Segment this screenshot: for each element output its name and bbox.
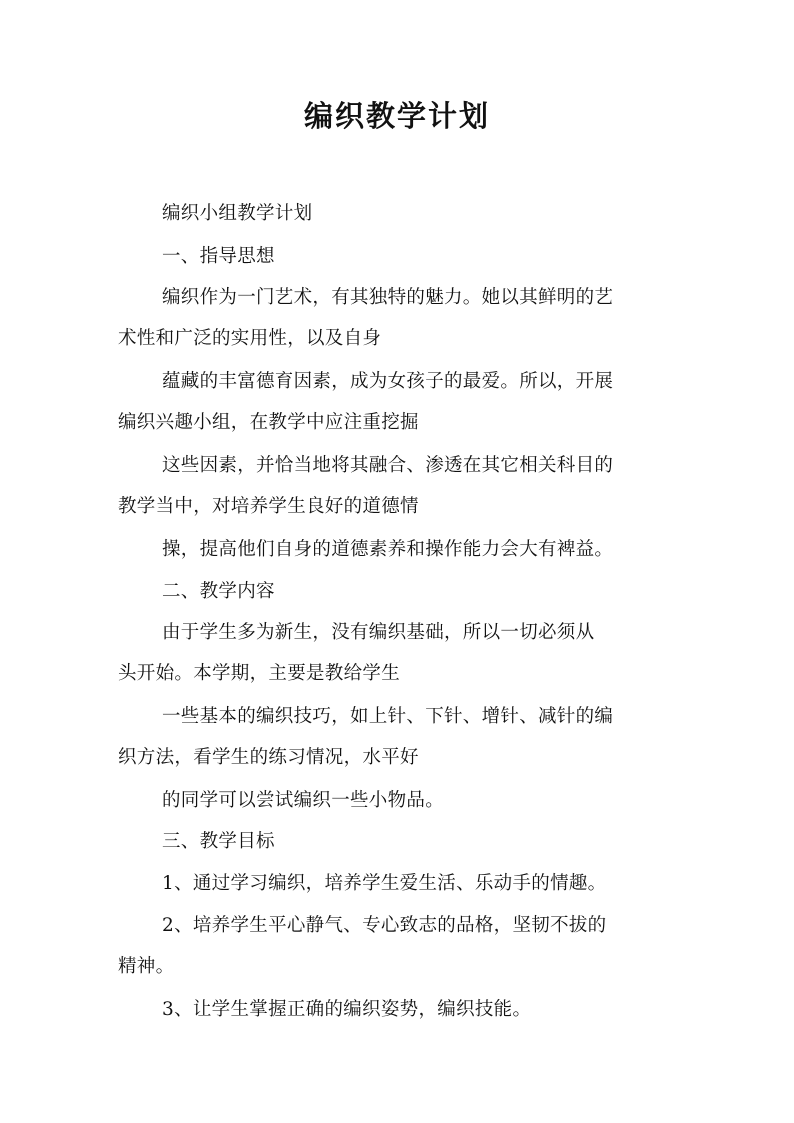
section-heading-content: 二、教学内容	[162, 581, 275, 602]
section-heading-goals: 三、教学目标	[162, 831, 275, 852]
paragraph-line: 蕴藏的丰富德育因素，成为女孩子的最爱。所以，开展	[162, 371, 614, 392]
paragraph-line: 织方法，看学生的练习情况，水平好	[118, 747, 419, 768]
paragraph-line: 由于学生多为新生，没有编织基础，所以一切必须从	[162, 622, 595, 643]
paragraph-line: 头开始。本学期，主要是教给学生	[118, 663, 401, 684]
paragraph-line: 的同学可以尝试编织一些小物品。	[162, 790, 445, 811]
paragraph-line: 编织作为一门艺术，有其独特的魅力。她以其鲜明的艺	[162, 287, 614, 308]
paragraph-line: 操，提高他们自身的道德素养和操作能力会大有裨益。	[162, 539, 614, 560]
paragraph-line: 这些因素，并恰当地将其融合、渗透在其它相关科目的	[162, 455, 614, 476]
goal-item: 1、通过学习编织，培养学生爱生活、乐动手的情趣。	[162, 873, 607, 894]
paragraph-line: 编织兴趣小组，在教学中应注重挖掘	[118, 412, 419, 433]
paragraph-line: 术性和广泛的实用性，以及自身	[118, 328, 382, 349]
goal-item-continuation: 精神。	[118, 956, 175, 977]
document-title: 编织教学计划	[303, 99, 490, 133]
goal-item: 3、让学生掌握正确的编织姿势，编织技能。	[162, 999, 532, 1020]
paragraph-line: 教学当中，对培养学生良好的道德情	[118, 496, 419, 517]
goal-item: 2、培养学生平心静气、专心致志的品格，坚韧不拔的	[162, 915, 607, 936]
paragraph-subtitle: 编织小组教学计划	[162, 203, 313, 224]
section-heading-guiding: 一、指导思想	[162, 246, 275, 267]
paragraph-line: 一些基本的编织技巧，如上针、下针、增针、减针的编	[162, 706, 614, 727]
